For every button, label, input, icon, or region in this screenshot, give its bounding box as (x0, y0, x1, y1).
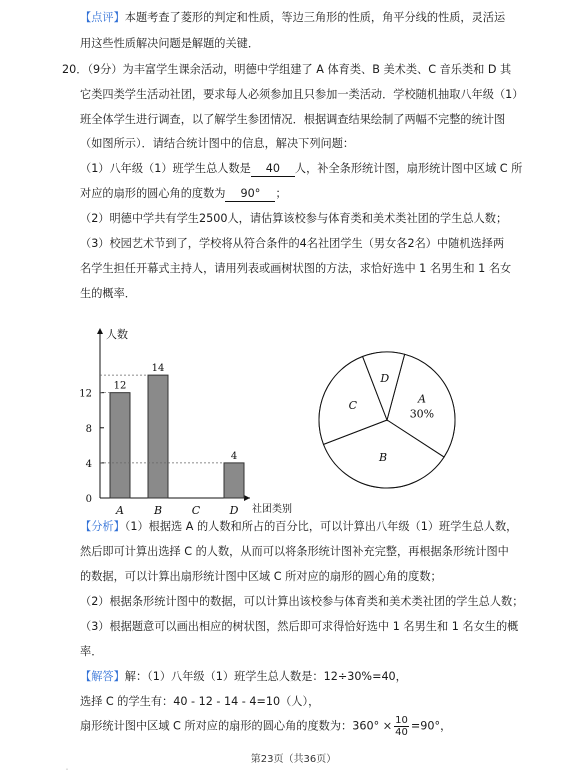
problem-line-1: 20．（9分）为丰富学生课余活动，明德中学组建了 A 体育类、B 美术类、C 音乐类和 D 其 (62, 63, 512, 76)
analysis-line-2: 然后即可计算出选择 C 的人数，从而可以将条形统计图补充完整，再根据条形统计图中 (80, 545, 509, 558)
analysis-line-1: 【分析】（1）根据选 A 的人数和所占的百分比，可以计算出八年级（1）班学生总人数， (80, 520, 518, 533)
y-axis-label: 人数 (106, 328, 128, 341)
y-tick-label: 4 (85, 458, 92, 470)
bar-B (148, 375, 168, 498)
pie-label-B: B (379, 451, 388, 465)
x-axis-label: 社团类别 (252, 504, 292, 515)
answer-line-2: 选择 C 的学生有：40 - 12 - 14 - 4=10（人）， (80, 695, 320, 708)
question-2: （2）明德中学共有学生2500人，请估算该校参与体育类和美术类社团的学生总人数； (80, 212, 508, 225)
problem-number: 20． (62, 63, 88, 76)
pie-label-D: D (380, 371, 390, 385)
pie-label-A: A (417, 392, 426, 406)
bar-data-label: 12 (113, 380, 127, 392)
y-tick-label: 0 (85, 494, 92, 505)
question-1-line-1: （1）八年级（1）班学生总人数是 40 人，补全条形统计图，扇形统计图中区域 C 所 (80, 162, 523, 175)
answer-line-3: 扇形统计图中区域 C 所对应的扇形的圆心角的度数为：360° × $\frac{10}{40}$ =90°， (80, 715, 452, 738)
y-tick-label: 8 (85, 423, 92, 435)
comment-tag: 【点评】 (80, 11, 125, 24)
problem-line-3: 班全体学生进行调查，以了解学生参团情况．根据调查结果绘制了两幅不完整的统计图 (80, 113, 506, 126)
analysis-line-3: 的数据，可以计算出扇形统计图中区域 C 所对应的扇形的圆心角的度数； (80, 570, 442, 583)
answer-blank-total: 40 (251, 162, 295, 177)
y-tick-label: 12 (79, 388, 92, 400)
bar-data-label: 4 (230, 450, 238, 462)
x-axis-arrow (244, 495, 250, 501)
bar-data-label: 14 (151, 363, 165, 375)
analysis-tag: 【分析】 (80, 520, 125, 533)
answer-line-1: 【解答】解：（1）八年级（1）班学生总人数是：12÷30%=40， (80, 670, 407, 683)
prev-comment-line-1: 【点评】本题考查了菱形的判定和性质，等边三角形的性质，角平分线的性质，灵活运 (80, 11, 506, 24)
problem-line-2: 它类四类学生活动社团，要求每人必须参加且只参加一类活动．学校随机抽取八年级（1） (80, 88, 524, 101)
bar-chart (60, 318, 300, 518)
bar-A (110, 393, 130, 498)
answer-blank-angle: 90° (225, 187, 275, 202)
question-3-line-2: 名学生担任开幕式主持人，请用列表或画树状图的方法，求恰好选中 1 名男生和 1 名女 (80, 262, 512, 275)
answer-tag: 【解答】 (80, 670, 125, 683)
analysis-line-5: （3）根据题意可以画出相应的树状图，然后即可求得恰好选中 1 名男生和 1 名女生的概 (80, 620, 519, 633)
x-tick-label: B (153, 504, 163, 517)
bar-D (224, 463, 244, 498)
analysis-line-6: 率． (80, 645, 103, 658)
fraction: $\frac{10}{40}$ (395, 715, 408, 738)
x-tick-label: A (116, 504, 124, 517)
pie-chart (315, 345, 465, 495)
corner-mark: ˙ (65, 768, 69, 777)
question-1-line-2: 对应的扇形的圆心角的度数为 90° ； (80, 187, 287, 200)
pie-annotation-A: 30% (409, 407, 435, 421)
problem-line-4: （如图所示）．请结合统计图中的信息，解决下列问题： (80, 137, 355, 150)
question-3-line-1: （3）校园艺术节到了，学校将从符合条件的4名社团学生（男女各2名）中随机选择两 (80, 237, 505, 250)
question-3-line-3: 生的概率． (80, 287, 136, 300)
page-footer: 第23页（共36页） (250, 754, 337, 765)
x-tick-label: C (191, 504, 201, 517)
analysis-line-4: （2）根据条形统计图中的数据，可以计算出该校参与体育类和美术类社团的学生总人数； (80, 595, 524, 608)
x-tick-label: D (229, 504, 239, 517)
pie-label-C: C (348, 398, 358, 412)
prev-comment-line-2: 用这些性质解决问题是解题的关键． (80, 37, 260, 50)
y-axis-arrow (97, 328, 103, 334)
